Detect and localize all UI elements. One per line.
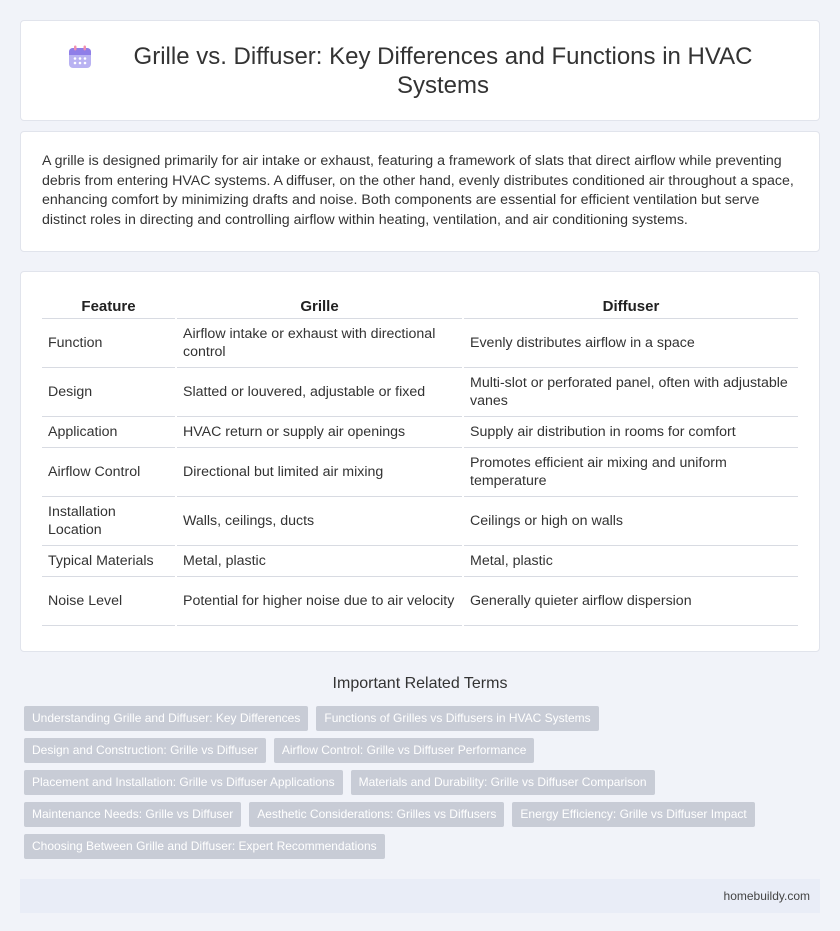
related-term-link[interactable]: Energy Efficiency: Grille vs Diffuser Impact (512, 802, 754, 827)
header-feature: Feature (42, 296, 175, 319)
row-grille: Metal, plastic (177, 546, 462, 577)
calendar-icon (67, 44, 93, 70)
footer-site[interactable]: homebuildy.com (723, 889, 810, 903)
header-diffuser: Diffuser (464, 296, 798, 319)
row-diffuser: Promotes efficient air mixing and uniform temperature (464, 448, 798, 497)
related-term-link[interactable]: Understanding Grille and Diffuser: Key Differences (24, 706, 308, 731)
table-row (42, 546, 798, 577)
row-grille: Directional but limited air mixing (177, 448, 462, 497)
row-diffuser: Ceilings or high on walls (464, 497, 798, 546)
related-term-link[interactable]: Choosing Between Grille and Diffuser: Expert Recommendations (24, 834, 385, 859)
related-terms-title: Important Related Terms (332, 675, 508, 692)
row-feature: Installation Location (42, 497, 175, 546)
title-wrap (67, 42, 773, 100)
related-term-link[interactable]: Maintenance Needs: Grille vs Diffuser (24, 802, 241, 827)
footer (20, 879, 820, 913)
row-feature: Airflow Control (42, 448, 175, 497)
table-row (42, 448, 798, 497)
row-grille: Potential for higher noise due to air velocity (177, 577, 462, 626)
row-grille: HVAC return or supply air openings (177, 417, 462, 448)
row-diffuser: Supply air distribution in rooms for comfort (464, 417, 798, 448)
row-feature: Design (42, 368, 175, 417)
row-diffuser: Generally quieter airflow dispersion (464, 577, 798, 626)
related-term-link[interactable]: Materials and Durability: Grille vs Diffuser Comparison (351, 770, 655, 795)
page-title: Grille vs. Diffuser: Key Differences and Functions in HVAC Systems (133, 42, 753, 99)
row-feature: Function (42, 319, 175, 368)
table-row (42, 417, 798, 448)
row-feature: Application (42, 417, 175, 448)
table-row (42, 497, 798, 546)
comparison-table (40, 296, 800, 626)
row-diffuser: Evenly distributes airflow in a space (464, 319, 798, 368)
row-grille: Walls, ceilings, ducts (177, 497, 462, 546)
table-row (42, 319, 798, 368)
row-diffuser: Multi-slot or perforated panel, often with adjustable vanes (464, 368, 798, 417)
intro-text: A grille is designed primarily for air intake or exhaust, featuring a framework of slats that direct airflow while preventing debris from entering HVAC systems. A diffuser, on the other hand, evenly distributes conditioned air throughout a space, enhancing comfort by minimizing drafts and noise. Both components are essential for efficient ventilation but serve distinct roles in directing and controlling airflow within heating, ventilation, and air conditioning systems. (42, 153, 794, 228)
row-feature: Typical Materials (42, 546, 175, 577)
intro-card (20, 131, 820, 252)
row-grille: Airflow intake or exhaust with directional control (177, 319, 462, 368)
related-term-link[interactable]: Aesthetic Considerations: Grilles vs Diffusers (249, 802, 504, 827)
related-terms-list (20, 706, 780, 866)
comparison-card (20, 271, 820, 652)
header-grille: Grille (177, 296, 462, 319)
row-feature: Noise Level (42, 577, 175, 626)
related-term-link[interactable]: Design and Construction: Grille vs Diffuser (24, 738, 266, 763)
related-term-link[interactable]: Airflow Control: Grille vs Diffuser Performance (274, 738, 535, 763)
related-term-link[interactable]: Placement and Installation: Grille vs Diffuser Applications (24, 770, 343, 795)
table-row (42, 577, 798, 626)
table-row (42, 368, 798, 417)
related-term-link[interactable]: Functions of Grilles vs Diffusers in HVAC Systems (316, 706, 598, 731)
row-grille: Slatted or louvered, adjustable or fixed (177, 368, 462, 417)
row-diffuser: Metal, plastic (464, 546, 798, 577)
page-header (20, 20, 820, 121)
table-header-row (42, 296, 798, 319)
